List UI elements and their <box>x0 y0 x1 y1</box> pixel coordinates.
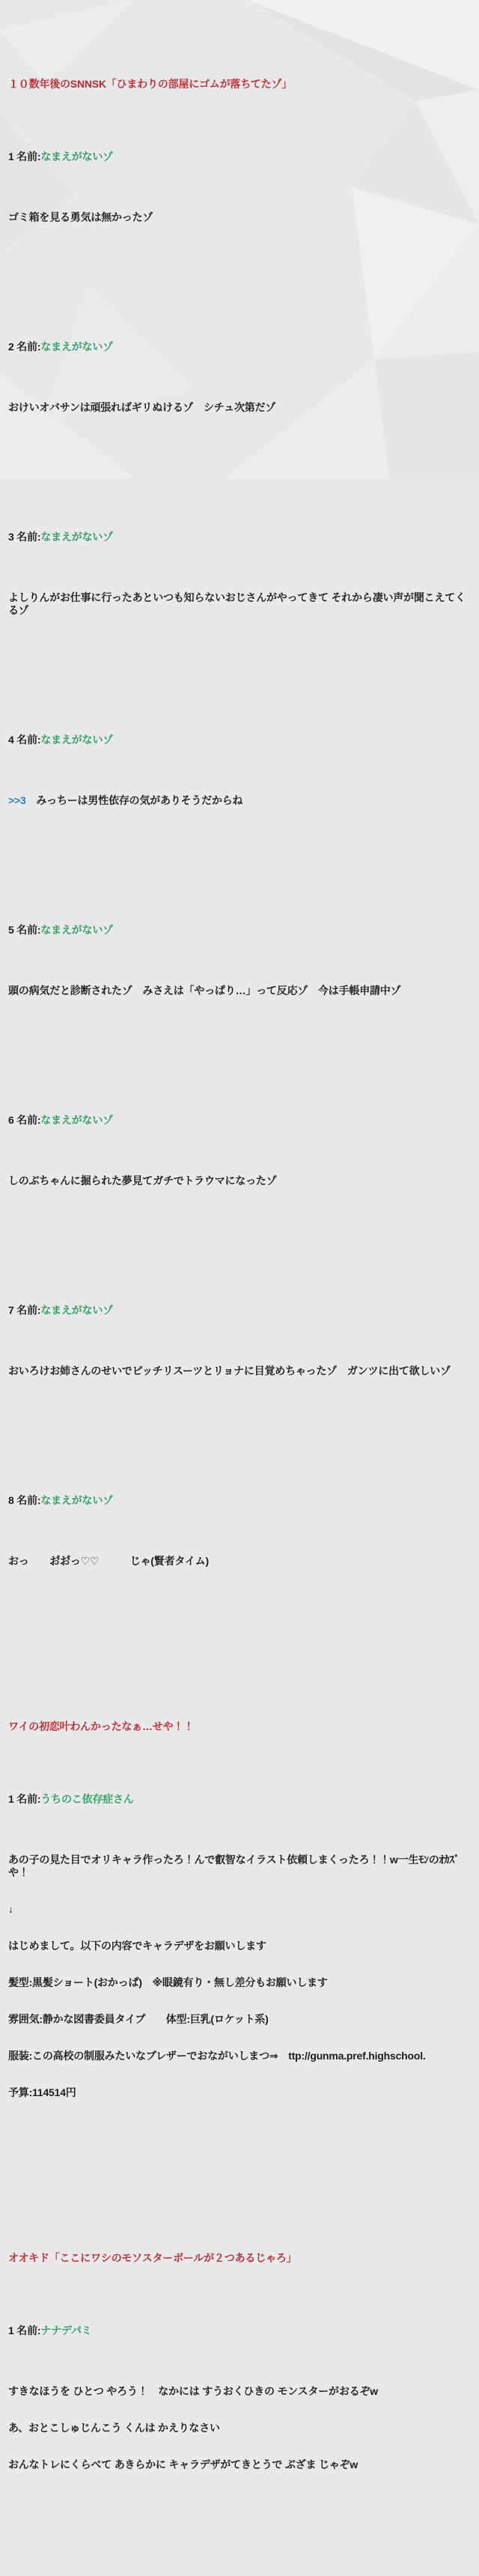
post-number: 8 <box>8 1494 14 1506</box>
post-header <box>8 924 475 937</box>
thread-title: １０数年後のSNNSK「ひまわりの部屋にゴムが落ちてたゾ」 <box>8 78 293 90</box>
post <box>8 2301 475 2519</box>
post <box>8 127 475 272</box>
post-body <box>8 2361 475 2495</box>
post <box>8 317 475 462</box>
post-number: 1 <box>8 150 14 162</box>
post-line: 髪型:黒髪ショート(おかっぱ) ※眼鏡有り・無し差分もお願いします <box>8 1976 328 1988</box>
post-author-name: なまえがないゾ <box>40 531 113 543</box>
post-name-label: 名前: <box>13 2324 41 2336</box>
post-author-name: なまえがないゾ <box>40 150 113 162</box>
post-header <box>8 531 475 543</box>
thread-1 <box>8 54 475 1648</box>
post-header <box>8 2324 475 2337</box>
post-name-label: 名前: <box>13 150 41 162</box>
post-name-label: 名前: <box>13 1494 41 1506</box>
post-line: おいろけお姉さんのせいでピッチリスーツとリョナに目覚めちゃったゾ ガンツに出て欲しいゾ <box>8 1365 451 1377</box>
post-line: 予算:114514円 <box>8 2086 76 2098</box>
post-line: はじめまして。以下の内容でキャラデザをお願いします <box>8 1940 266 1952</box>
post-header <box>8 1793 475 1806</box>
post-line-text: みっちーは男性依存の気がありそうだからね <box>25 794 243 806</box>
thread-title: ワイの初恋叶わんかったなぁ…せや！！ <box>8 1720 194 1732</box>
post-number: 3 <box>8 531 14 543</box>
post-body <box>8 1830 475 2123</box>
post-name-label: 名前: <box>13 924 41 936</box>
post-header <box>8 1494 475 1507</box>
post-body <box>8 1151 475 1211</box>
post-author-name: なまえがないゾ <box>40 734 113 746</box>
post <box>8 1090 475 1235</box>
post <box>8 507 475 665</box>
post-header <box>8 341 475 353</box>
post-number: 6 <box>8 1114 14 1126</box>
thread-title: オオキド「ここにワシのモソスターボールが２つあるじゃろ」 <box>8 2252 297 2264</box>
post <box>8 710 475 855</box>
thread-3 <box>8 2228 475 2552</box>
post-author-name: なまえがないゾ <box>40 1304 113 1316</box>
post-body <box>8 377 475 438</box>
post-name-label: 名前: <box>13 341 41 353</box>
post <box>8 1280 475 1425</box>
post-name-label: 名前: <box>13 1793 41 1805</box>
post-line: おけいオバサンは頑張ればギリぬけるゾ シチュ次第だゾ <box>8 401 276 413</box>
post-line: おんなトレにくらべて あきらかに キャラデザがてきとうで ぶざま じゃぞw <box>8 2458 359 2470</box>
post-header <box>8 1304 475 1317</box>
post-number: 2 <box>8 341 14 353</box>
post-author-name: ナナデパミ <box>40 2324 92 2336</box>
post-name-label: 名前: <box>13 1304 41 1316</box>
post-body <box>8 770 475 831</box>
post-body <box>8 567 475 641</box>
post-header <box>8 734 475 746</box>
post-line: しのぶちゃんに掘られた夢見てガチでトラウマになったゾ <box>8 1175 277 1187</box>
post-author-name: うちのこ依存症さん <box>40 1793 134 1805</box>
post-name-label: 名前: <box>13 531 41 543</box>
post-line: ゴミ箱を見る勇気は無かったゾ <box>8 211 153 223</box>
post-body <box>8 1531 475 1592</box>
post-body <box>8 1341 475 1401</box>
post-number: 1 <box>8 2324 14 2336</box>
post-author-name: なまえがないゾ <box>40 341 113 353</box>
post-header <box>8 1114 475 1127</box>
post-line: ↓ <box>8 1903 13 1915</box>
post-author-name: なまえがないゾ <box>40 1494 113 1506</box>
post-name-label: 名前: <box>13 1114 41 1126</box>
post <box>8 1769 475 2147</box>
reply-anchor-link[interactable]: >>3 <box>8 794 26 806</box>
post-line: あの子の見た目でオリキャラ作ったろ！んで叡智なイラスト依頼しまくったろ！！w一生ﾓﾝのｵｶｽﾞや！ <box>8 1854 460 1878</box>
post-header <box>8 150 475 163</box>
post <box>8 1470 475 1616</box>
post-number: 4 <box>8 734 14 746</box>
post-author-name: なまえがないゾ <box>40 1114 113 1126</box>
post-number: 5 <box>8 924 14 936</box>
post-name-label: 名前: <box>13 734 41 746</box>
post-author-name: なまえがないゾ <box>40 924 113 936</box>
thread-2 <box>8 1696 475 2180</box>
post <box>8 900 475 1045</box>
post-body <box>8 960 475 1021</box>
post-line: あ、おとこしゅじんこう くんは かえりなさい <box>8 2422 220 2434</box>
post-number: 7 <box>8 1304 14 1316</box>
post-line: すきなほうを ひとつ やろう！ なかには すうおくひきの モンスターがおるぞw <box>8 2385 378 2397</box>
post-line: よしりんがお仕事に行ったあといつも知らないおじさんがやってきて それから凄い声が聞こえてくるゾ <box>8 591 466 616</box>
post-line: 服装:この高校の制服みたいなブレザーでおながいしまつ⇒ ttp://gunma.pref.highschool. <box>8 2050 426 2062</box>
post-line: 頭の病気だと診断されたゾ みさえは「やっぱり…」って反応ゾ 今は手帳申請中ゾ <box>8 984 401 996</box>
post-line: 雰囲気:静かな図書委員タイプ 体型:巨乳(ロケット系) <box>8 2013 269 2025</box>
post-number: 1 <box>8 1793 14 1805</box>
post-line: おっ お゙お゙っ♡♡ じゃ(賢者タイム) <box>8 1555 209 1567</box>
post-body <box>8 187 475 248</box>
post-line <box>8 794 475 807</box>
